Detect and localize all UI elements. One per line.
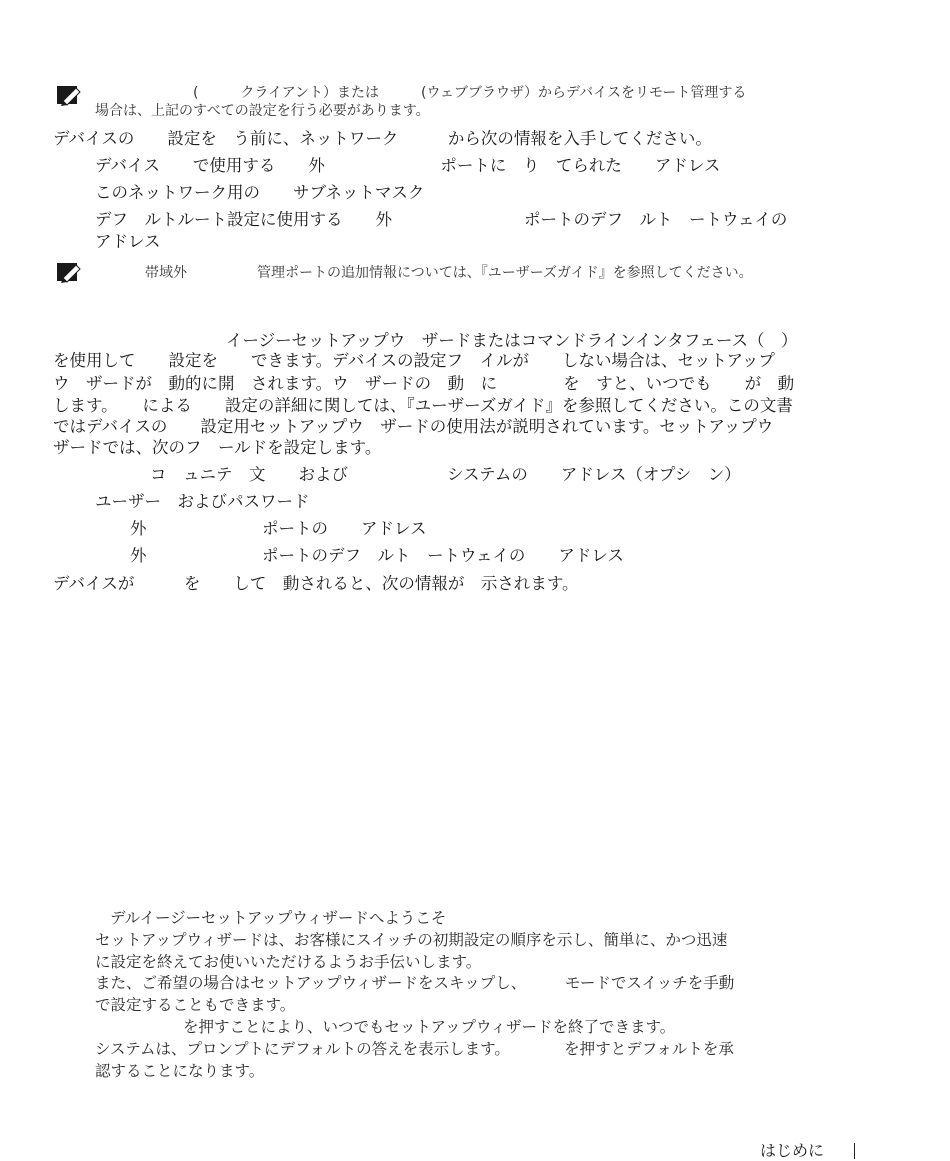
prep-item: このネットワーク用の サブネットマスク [95,183,425,202]
footer-divider [854,1143,855,1159]
prep-intro: デバイスの 設定を う前に、ネットワーク から次の情報を入手してください。 [53,129,712,148]
terminal-line: 認することになります。 [95,1062,265,1080]
note-text-line: 場合は、上記のすべての設定を行う必要があります。 [95,103,430,119]
wizard-paragraph-line: ではデバイスの 設定用セットアップウ ザードの使用法が説明されています。セットアップウ [53,417,774,436]
prep-item: デフ ルトルート設定に使用する 外 ポートのデフ ルト ートウェイの [95,210,788,229]
terminal-line: また、ご希望の場合はセットアップウィザードをスキップし、 モードでスイッチを手動 [95,974,735,992]
wizard-field-item: 外 ポートの アドレス [130,519,427,538]
prep-item: デバイス で使用する 外 ポートに り てられた アドレス [95,156,721,175]
terminal-line: システムは、プロンプトにデフォルトの答えを表示します。 を押すとデフォルトを承 [95,1040,734,1058]
note-text-line: ( クライアント）または (ウェブブラウザ）からデバイスをリモート管理する [193,85,747,101]
terminal-line: で設定することもできます。 [95,996,296,1014]
wizard-paragraph-line: ザードでは、次のフ ールドを設定します。 [53,438,382,457]
wizard-paragraph-line: ウ ザードが 動的に開 されます。ウ ザードの 動 に を すと、いつでも が 動 [53,374,795,393]
wizard-field-item: ユーザー およびパスワード [95,492,310,511]
wizard-field-item: 外 ポートのデフ ルト ートウェイの アドレス [130,546,624,565]
wizard-paragraph-line: イージーセットアップウ ザードまたはコマンドラインインタフェース（ ） [226,331,798,350]
terminal-line: に設定を終えてお使いいただけるようお手伝いします。 [95,953,482,971]
wizard-paragraph-line: します。 による 設定の詳細に関しては、『ユーザーズガイド』を参照してください。この文書 [53,396,793,415]
wizard-paragraph-line: を使用して 設定を できます。デバイスの設定フ イルが しない場合は、セットアップ [53,351,775,370]
note-pencil-icon [57,84,83,106]
wizard-after-text: デバイスが を して 動されると、次の情報が 示されます。 [53,574,579,593]
terminal-line: を押すことにより、いつでもセットアップウィザードを終了できます。 [183,1018,676,1036]
note-pencil-icon [57,261,83,283]
note-text-line: 帯域外 管理ポートの追加情報については、『ユーザーズガイド』を参照してください。 [145,265,753,281]
terminal-line: デルイージーセットアップウィザードへようこそ [110,909,447,927]
terminal-line: セットアップウィザードは、お客様にスイッチの初期設定の順序を示し、簡単に、かつ迅速 [95,931,728,949]
section-title: はじめに [760,1141,825,1160]
prep-item: アドレス [95,232,161,251]
wizard-field-item: コ ュニテ 文 および システムの アドレス（オプシ ン） [150,465,741,484]
